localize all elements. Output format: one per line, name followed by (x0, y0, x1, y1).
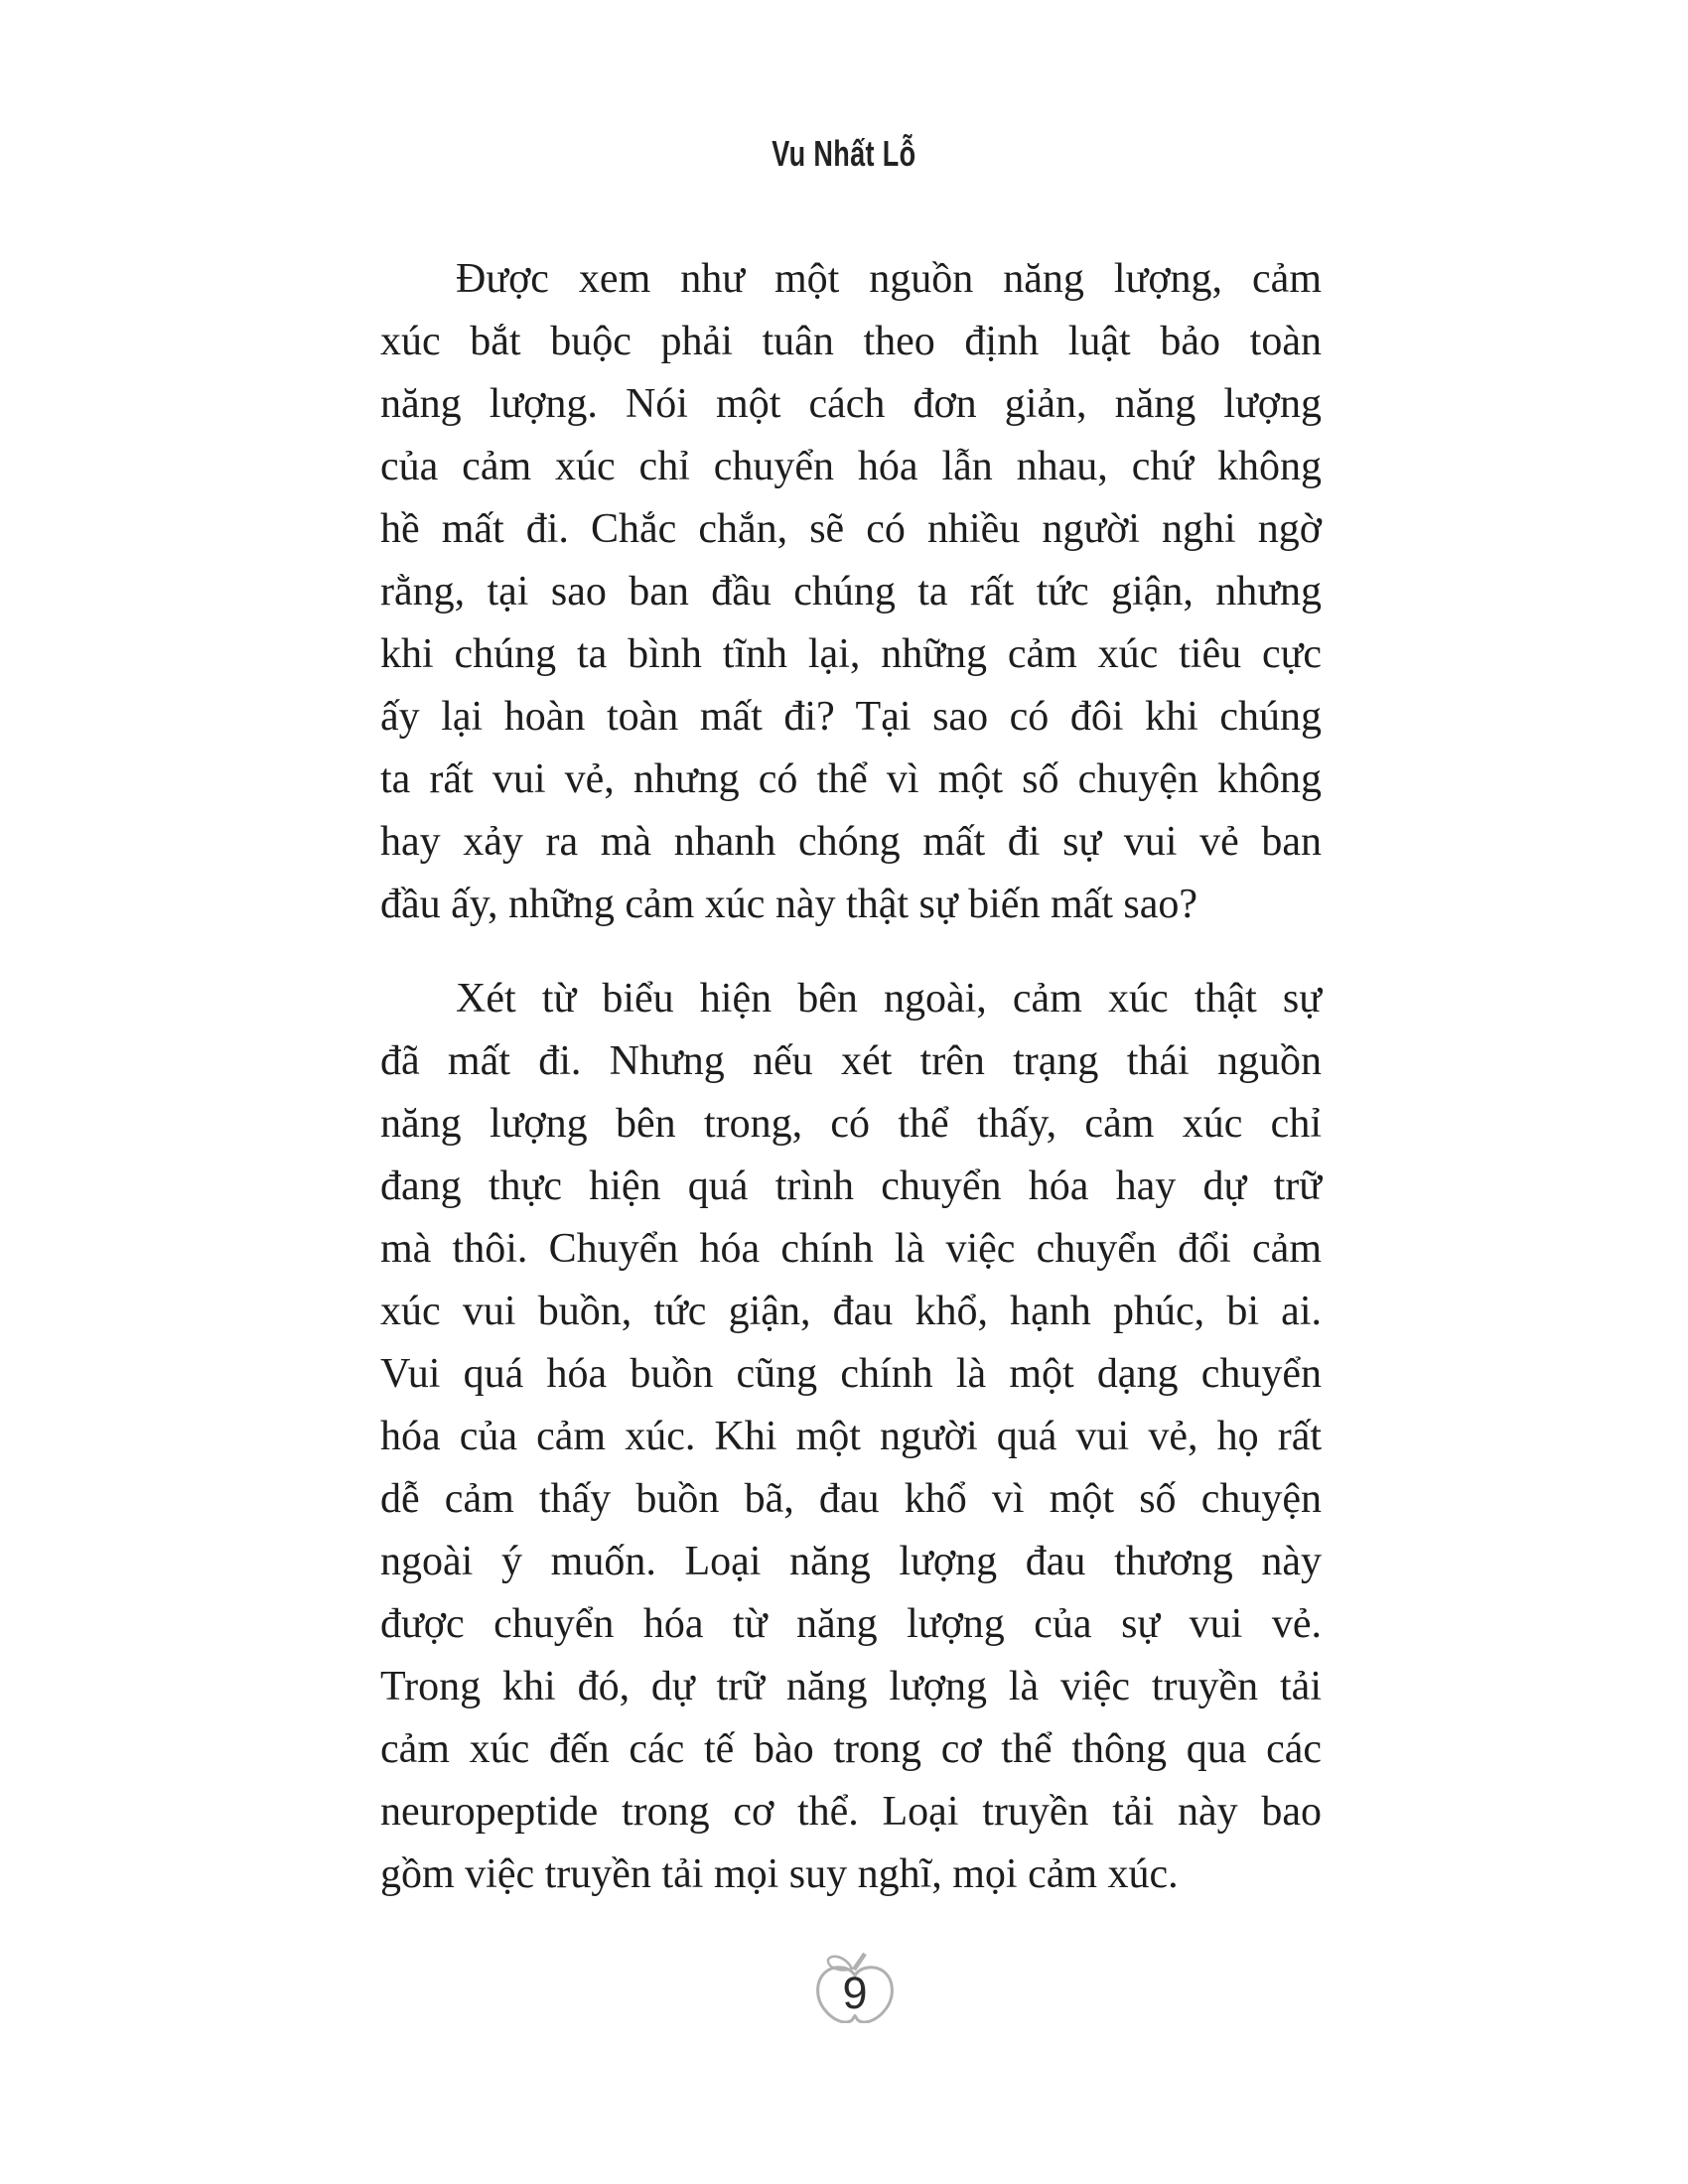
text-line: của cảm xúc chỉ chuyển hóa lẫn nhau, chứ không (380, 444, 1322, 489)
text-line: rằng, tại sao ban đầu chúng ta rất tức giận, nhưng (380, 569, 1322, 614)
paragraph-2 (380, 968, 1322, 1906)
text-line: Xét từ biểu hiện bên ngoài, cảm xúc thật sự (456, 976, 1322, 1022)
body-text (380, 248, 1322, 1906)
paragraph-1 (380, 248, 1322, 936)
author-name: Vu Nhất Lỗ (772, 133, 916, 174)
text-line: gồm việc truyền tải mọi suy nghĩ, mọi cảm xúc. (380, 1851, 1179, 1897)
text-line: đang thực hiện quá trình chuyển hóa hay dự trữ (380, 1163, 1322, 1209)
text-line: hóa của cảm xúc. Khi một người quá vui vẻ, họ rất (380, 1414, 1322, 1459)
text-line: đầu ấy, những cảm xúc này thật sự biến mất sao? (380, 882, 1198, 927)
text-line: neuropeptide trong cơ thể. Loại truyền tải này bao (380, 1789, 1322, 1835)
page-number: 9 (842, 1968, 868, 2018)
text-line: năng lượng bên trong, có thể thấy, cảm xúc chỉ (380, 1101, 1322, 1147)
text-line: ta rất vui vẻ, nhưng có thể vì một số chuyện không (380, 756, 1322, 802)
text-line: được chuyển hóa từ năng lượng của sự vui vẻ. (380, 1601, 1322, 1647)
text-line: Được xem như một nguồn năng lượng, cảm (456, 256, 1322, 302)
text-line: năng lượng. Nói một cách đơn giản, năng lượng (380, 381, 1322, 427)
text-line: hề mất đi. Chắc chắn, sẽ có nhiều người nghi ngờ (380, 506, 1322, 552)
text-line: dễ cảm thấy buồn bã, đau khổ vì một số chuyện (380, 1476, 1322, 1522)
page-footer (815, 1952, 895, 2023)
text-line: xúc vui buồn, tức giận, đau khổ, hạnh phúc, bi ai. (380, 1289, 1322, 1334)
text-line: đã mất đi. Nhưng nếu xét trên trạng thái nguồn (380, 1038, 1322, 1084)
text-line: xúc bắt buộc phải tuân theo định luật bảo toàn (380, 319, 1322, 364)
running-header (0, 132, 1688, 176)
text-line: khi chúng ta bình tĩnh lại, những cảm xúc tiêu cực (380, 631, 1322, 677)
text-line: ấy lại hoàn toàn mất đi? Tại sao có đôi khi chúng (380, 694, 1322, 740)
text-line: cảm xúc đến các tế bào trong cơ thể thông qua các (380, 1726, 1322, 1772)
apple-icon (815, 1952, 895, 2023)
text-line: hay xảy ra mà nhanh chóng mất đi sự vui vẻ ban (380, 819, 1322, 865)
text-line: ngoài ý muốn. Loại năng lượng đau thương này (380, 1539, 1322, 1584)
text-line: mà thôi. Chuyển hóa chính là việc chuyển đổi cảm (380, 1226, 1322, 1272)
text-line: Vui quá hóa buồn cũng chính là một dạng chuyển (380, 1351, 1322, 1397)
text-line: Trong khi đó, dự trữ năng lượng là việc truyền tải (380, 1664, 1322, 1709)
